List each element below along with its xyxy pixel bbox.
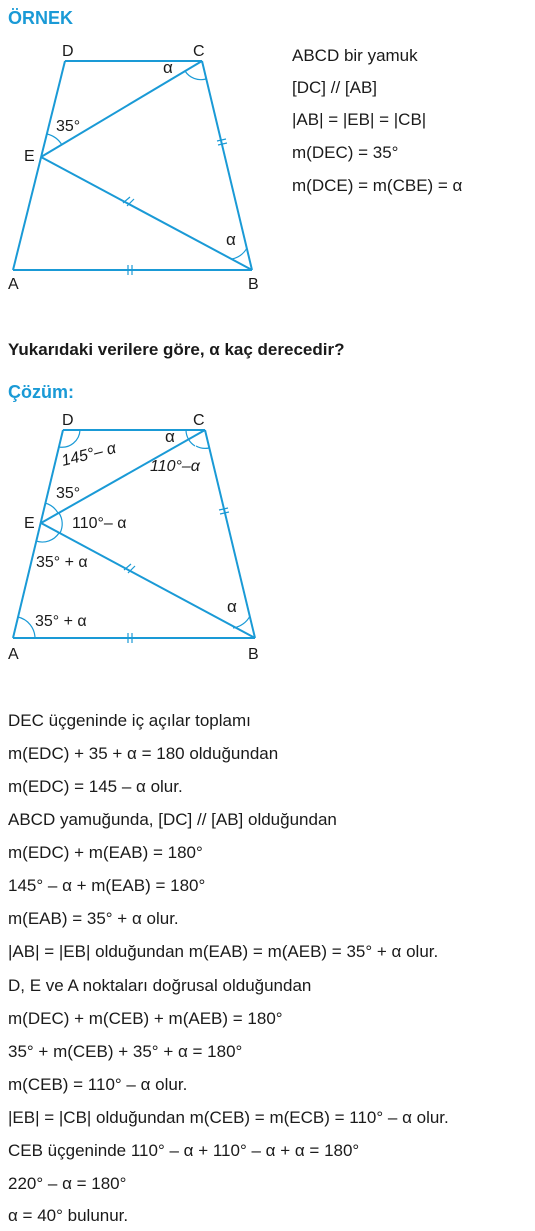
angle-D-label: 145°– α	[59, 439, 118, 470]
solution-line-12: m(CEB) = 110° – α olur.	[8, 1075, 188, 1094]
solution-line-3: m(EDC) = 145 – α olur.	[8, 777, 183, 796]
solution-line-9: D, E ve A noktaları doğrusal olduğundan	[8, 976, 312, 995]
label-C: C	[193, 43, 205, 60]
label-A-2: A	[8, 646, 19, 663]
solution-line-11: 35° + m(CEB) + 35° + α = 180°	[8, 1042, 243, 1061]
solution-line-13: |EB| = |CB| olduğundan m(CEB) = m(ECB) = 110° – α olur.	[8, 1108, 449, 1127]
angle-DEC-label-2: 35°	[56, 485, 81, 502]
label-B: B	[248, 276, 259, 293]
label-D: D	[62, 43, 74, 60]
solution-line-4: ABCD yamuğunda, [DC] // [AB] olduğundan	[8, 810, 337, 829]
angle-CBE-label-2: α	[227, 597, 237, 616]
solution-line-15: 220° – α = 180°	[8, 1174, 127, 1193]
angle-AEB-label: 35° + α	[36, 554, 88, 571]
given-line-4: m(DEC) = 35°	[292, 143, 399, 162]
solution-line-2: m(EDC) + 35 + α = 180 olduğundan	[8, 744, 279, 763]
label-B-2: B	[248, 646, 259, 663]
label-E-2: E	[24, 515, 35, 532]
angle-DCE-label: α	[163, 58, 173, 77]
solution-line-5: m(EDC) + m(EAB) = 180°	[8, 843, 203, 862]
given-line-1: ABCD bir yamuk	[292, 46, 418, 65]
solution-line-14: CEB üçgeninde 110° – α + 110° – α + α = 180°	[8, 1141, 360, 1160]
example-heading: ÖRNEK	[8, 8, 74, 28]
solution-line-6: 145° – α + m(EAB) = 180°	[8, 876, 206, 895]
given-line-3: |AB| = |EB| = |CB|	[292, 110, 427, 129]
figure-2-trapezoid	[0, 400, 300, 680]
given-line-5: m(DCE) = m(CBE) = α	[292, 176, 463, 195]
figure-1-trapezoid	[0, 0, 290, 300]
angle-EAB-label: 35° + α	[35, 613, 87, 630]
label-D-2: D	[62, 412, 74, 429]
label-C-2: C	[193, 412, 205, 429]
solution-heading: Çözüm:	[8, 382, 74, 402]
angle-ECB-label: 110°–α	[150, 458, 200, 475]
angle-CBE-label: α	[226, 230, 236, 249]
given-line-2: [DC] // [AB]	[292, 78, 378, 97]
solution-line-16: α = 40° bulunur.	[8, 1206, 129, 1225]
solution-line-8: |AB| = |EB| olduğundan m(EAB) = m(AEB) = 35° + α olur.	[8, 942, 439, 961]
label-A: A	[8, 276, 19, 293]
angle-DCE-label-2: α	[165, 427, 175, 446]
angle-DEC-label: 35°	[56, 118, 81, 135]
question-text: Yukarıdaki verilere göre, α kaç derecedir?	[8, 340, 345, 359]
angle-CEB-label: 110°– α	[72, 515, 127, 532]
solution-line-10: m(DEC) + m(CEB) + m(AEB) = 180°	[8, 1009, 283, 1028]
solution-line-7: m(EAB) = 35° + α olur.	[8, 909, 179, 928]
label-E: E	[24, 148, 35, 165]
solution-line-1: DEC üçgeninde iç açılar toplamı	[8, 711, 251, 730]
